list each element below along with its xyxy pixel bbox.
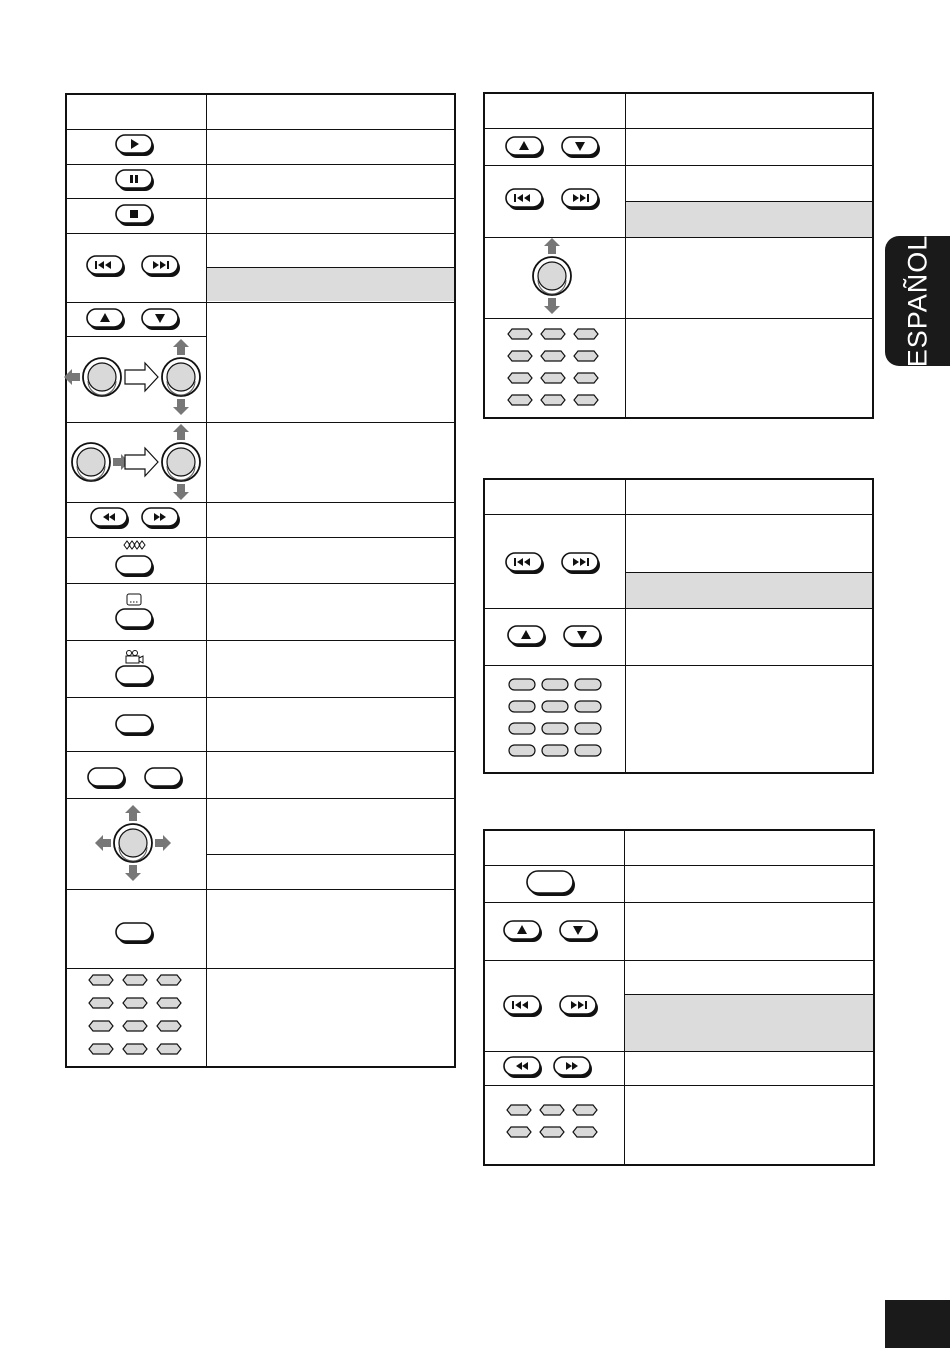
joystick-icon bbox=[533, 238, 571, 314]
number-key-icon bbox=[541, 395, 565, 405]
number-key-icon bbox=[542, 723, 568, 734]
plain-key-icon bbox=[88, 768, 126, 789]
fast-forward-icon bbox=[142, 508, 180, 529]
number-key-icon bbox=[573, 1127, 597, 1137]
up-arrow-icon bbox=[87, 309, 125, 330]
number-key-icon bbox=[541, 351, 565, 361]
number-key-icon bbox=[509, 701, 535, 712]
skip-next-icon bbox=[560, 996, 598, 1017]
number-key-icon bbox=[574, 373, 598, 383]
arrow-icon bbox=[125, 363, 158, 391]
skip-prev-icon bbox=[506, 189, 544, 210]
down-arrow-icon bbox=[562, 137, 600, 158]
number-key-icon bbox=[574, 395, 598, 405]
down-arrow-icon bbox=[560, 921, 598, 942]
camera-icon bbox=[116, 651, 154, 688]
number-keypad bbox=[508, 329, 598, 405]
number-key-icon bbox=[508, 373, 532, 383]
number-key-icon bbox=[508, 395, 532, 405]
number-key-icon bbox=[574, 329, 598, 339]
language-tab bbox=[885, 236, 950, 366]
arrow-icon bbox=[125, 448, 158, 476]
number-key-icon bbox=[509, 745, 535, 756]
number-key-icon bbox=[541, 329, 565, 339]
number-key-icon bbox=[157, 998, 181, 1008]
number-key-icon bbox=[123, 975, 147, 985]
skip-next-icon bbox=[562, 189, 600, 210]
number-key-icon bbox=[89, 1044, 113, 1054]
joystick-icon bbox=[64, 358, 121, 396]
number-key-icon bbox=[89, 1021, 113, 1031]
skip-next-icon bbox=[562, 553, 600, 574]
number-key-icon bbox=[157, 1044, 181, 1054]
number-keypad bbox=[89, 975, 181, 1054]
number-key-icon bbox=[540, 1127, 564, 1137]
number-key-icon bbox=[89, 998, 113, 1008]
number-keypad bbox=[509, 679, 601, 756]
number-key-icon bbox=[509, 679, 535, 690]
joystick-icon bbox=[95, 805, 171, 881]
plain-key-icon bbox=[116, 923, 154, 944]
number-key-icon bbox=[542, 701, 568, 712]
plain-key-icon bbox=[145, 768, 183, 789]
joystick-icon bbox=[72, 443, 129, 481]
number-key-icon bbox=[575, 701, 601, 712]
down-arrow-icon bbox=[142, 309, 180, 330]
number-key-icon bbox=[508, 329, 532, 339]
number-key-icon bbox=[123, 1044, 147, 1054]
page-number-box bbox=[885, 1300, 950, 1348]
plain-key-icon bbox=[116, 715, 154, 736]
number-key-icon bbox=[157, 1021, 181, 1031]
play-icon bbox=[116, 135, 154, 156]
down-arrow-icon bbox=[564, 626, 602, 647]
number-key-icon bbox=[89, 975, 113, 985]
number-key-icon bbox=[575, 679, 601, 690]
number-key-icon bbox=[574, 351, 598, 361]
number-key-icon bbox=[542, 679, 568, 690]
number-key-icon bbox=[509, 723, 535, 734]
number-key-icon bbox=[157, 975, 181, 985]
joystick-icon bbox=[162, 339, 200, 415]
up-arrow-icon bbox=[504, 921, 542, 942]
up-arrow-icon bbox=[508, 626, 546, 647]
number-key-icon bbox=[541, 373, 565, 383]
pause-icon bbox=[116, 170, 154, 191]
number-key-icon bbox=[123, 1021, 147, 1031]
rewind-icon bbox=[504, 1057, 542, 1078]
stop-icon bbox=[116, 205, 154, 226]
skip-prev-icon bbox=[87, 256, 125, 277]
skip-prev-icon bbox=[504, 996, 542, 1017]
language-tab-label: ESPAÑOL bbox=[902, 234, 932, 368]
number-key-icon bbox=[542, 745, 568, 756]
angle-icon bbox=[116, 541, 154, 577]
rewind-icon bbox=[91, 508, 129, 529]
number-key-icon bbox=[123, 998, 147, 1008]
skip-next-icon bbox=[142, 256, 180, 277]
subtitle-icon bbox=[116, 594, 154, 630]
joystick-icon bbox=[162, 424, 200, 500]
skip-prev-icon bbox=[506, 553, 544, 574]
number-key-icon bbox=[508, 351, 532, 361]
fast-forward-icon bbox=[554, 1057, 592, 1078]
number-key-icon bbox=[507, 1105, 531, 1115]
number-key-icon bbox=[575, 723, 601, 734]
number-key-icon bbox=[573, 1105, 597, 1115]
number-key-icon bbox=[575, 745, 601, 756]
plain-key-icon bbox=[527, 871, 575, 896]
up-arrow-icon bbox=[506, 137, 544, 158]
number-keypad bbox=[507, 1105, 597, 1137]
number-key-icon bbox=[507, 1127, 531, 1137]
number-key-icon bbox=[540, 1105, 564, 1115]
